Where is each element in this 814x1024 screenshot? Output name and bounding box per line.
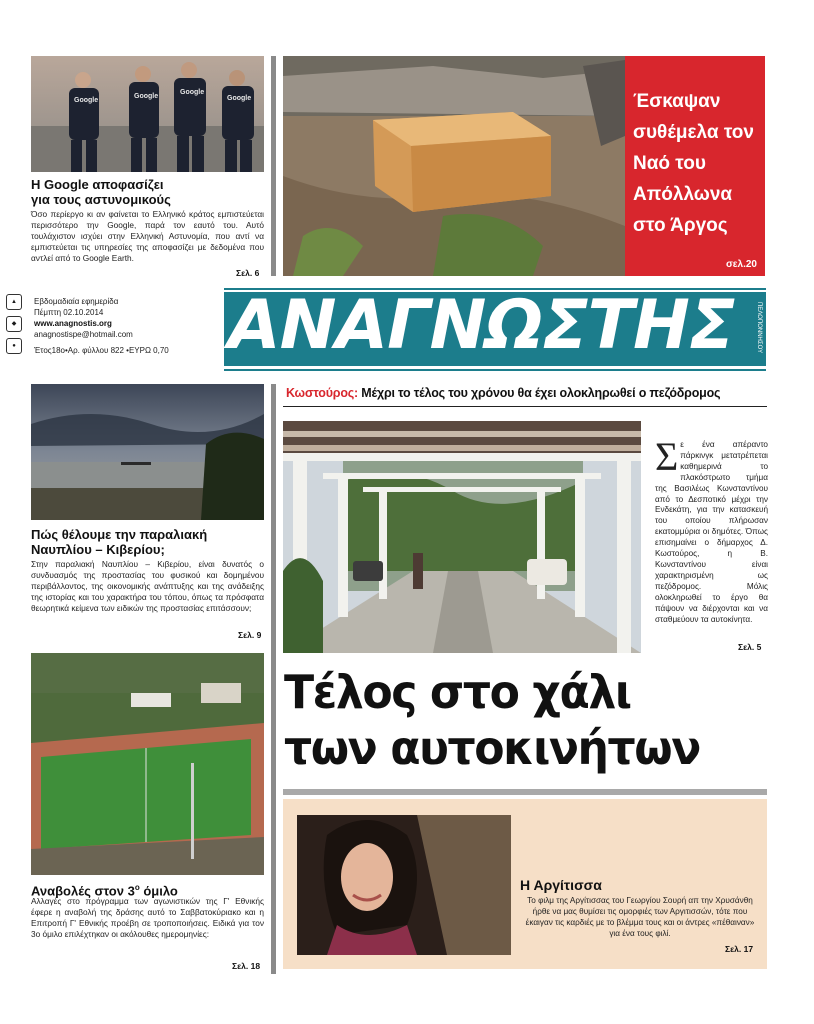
- press-logo-icon: ◆: [6, 316, 22, 332]
- stone-block-photo: [283, 56, 625, 276]
- story-google-body: Όσο περίεργο κι αν φαίνεται το Ελληνικό κράτος εμπιστεύεται περισσότερο την Google, παρά τον εαυτό του. Αυτό τουλάχιστον ισχύει στην Ελληνική Αστυνομία, που αντί να εμπιστεύεται τις υπηρεσίες της αποφασίζει με δεδομένα που αντλεί από το Google Earth.: [31, 209, 264, 263]
- newspaper-name: ΑΝΑΓΝΩΣΤΗΣ: [228, 292, 735, 365]
- kicker-text: Μέχρι το τέλος του χρόνου θα έχει ολοκληρωθεί ο πεζόδρομος: [358, 386, 721, 400]
- title-sup: ο: [134, 883, 140, 892]
- police-vest-label: Google: [180, 89, 205, 96]
- column-divider: [271, 384, 276, 974]
- story-coast-body: Στην παραλιακή Ναυπλίου – Κιβερίου, είναι δυνατός ο συνδυασμός της προστασίας του φυσικού και δομημένου περιβάλλοντος, της οικονομικής ανάπτυξης και της ανάδειξης της ιστορίας και του χαρακτήρα του τόπου, όπως τα πρόσφατα θεωρητικά κείμενα των ειδικών της προστασίας επιτάσσουν;: [31, 559, 264, 613]
- main-story-body: [655, 434, 768, 625]
- main-headline[interactable]: [284, 664, 749, 776]
- page-ref-17[interactable]: Σελ. 17: [725, 944, 754, 954]
- dropcap: Σ: [655, 434, 679, 479]
- masthead-top-rule: [224, 288, 766, 290]
- masthead-info: [34, 296, 224, 356]
- main-story-kicker[interactable]: [286, 386, 720, 400]
- email-link[interactable]: anagnostispe@hotmail.com: [34, 330, 133, 339]
- stadium-photo: [31, 653, 264, 875]
- police-vest-label: Google: [227, 95, 252, 102]
- police-vest-label: Google: [74, 97, 99, 104]
- argitissa-title: Η Αργίτισσα: [520, 877, 602, 893]
- pergola-street-photo: [283, 421, 641, 653]
- title-line: για τους αστυνομικούς: [31, 192, 171, 207]
- page-ref-6[interactable]: Σελ. 6: [236, 268, 260, 278]
- seaside-photo: [31, 384, 264, 520]
- section-divider: [283, 789, 767, 795]
- column-divider: [271, 56, 276, 276]
- website-link[interactable]: www.anagnostis.org: [34, 319, 112, 328]
- argitissa-body: Το φιλμ της Αργίτισσας του Γεωργίου Σουρή απ την Χρυσάνθη ήρθε να μας θυμίσει τις ομορφιές των Αργιτισσών, τότε που έκαιγαν τις καρδιές με το βλέμμα τους και οι άντρες «πέθαιναν» για ένα τους φιλί.: [525, 896, 755, 938]
- woman-portrait-photo: [297, 815, 511, 955]
- masthead-banner[interactable]: [224, 292, 766, 366]
- story-google-title[interactable]: [31, 177, 264, 207]
- issue-date: Πέμπτη 02.10.2014: [34, 308, 104, 317]
- title-line: Πώς θέλουμε την παραλιακή: [31, 527, 208, 542]
- police-photo: [31, 56, 264, 172]
- headline-line: των αυτοκινήτων: [284, 721, 700, 775]
- story-coast-title[interactable]: [31, 527, 264, 557]
- page-ref-20[interactable]: σελ.20: [725, 259, 757, 270]
- page-ref-18[interactable]: Σελ. 18: [232, 961, 261, 971]
- masthead-bottom-rule: [224, 369, 766, 371]
- temple-teaser-title: Έσκαψαν συθέμελα τον Ναό του Απόλλωνα στο Άργος: [633, 91, 754, 236]
- page-ref-5[interactable]: Σελ. 5: [738, 642, 762, 652]
- police-vest-label: Google: [134, 93, 159, 100]
- seal-icon: ●: [6, 338, 22, 354]
- temple-teaser-box[interactable]: [625, 56, 765, 276]
- issue-number: Έτος18ο•Αρ. φύλλου 822 •ΕΥΡΩ 0,70: [34, 346, 169, 355]
- newspaper-tagline: ΠΕΛΟΠΟΝΝΗΣΟΥ: [756, 302, 762, 354]
- masthead-side-icons: [6, 294, 24, 360]
- headline-line: Τέλος στο χάλι: [284, 665, 631, 719]
- title-line: Η Google αποφασίζει: [31, 177, 164, 192]
- main-story-text: ε ένα απέραντο πάρκινγκ μετατρέπεται καθημερινά το πλακόστρωτο τμήμα της Βασιλέως Κωνσταντίνου από το Δεσποτικό μέχρι την Ενδεκάτη, για την κατασκευή του οποίου πλήρωσαν εκατομμύρια οι δημότες. Όπως επισημαίνει ο δήμαρχος Δ. Κωστούρος, η Β. Κωνσταντίνου είναι χαρακτηρισμένη ως πεζόδρομος. Μόλις ολοκληρωθεί το έργο θα πάψουν να διέρχονται και να σταθμεύουν τα αυτοκίνητα.: [655, 440, 768, 624]
- title-line: Ναυπλίου – Κιβερίου;: [31, 542, 165, 557]
- title-base: Αναβολές στον 3: [31, 883, 135, 899]
- newspaper-frequency: Εβδομαδιαία εφημερίδα: [34, 297, 119, 306]
- title-end: όμιλο: [139, 883, 178, 899]
- publisher-logo-icon: ▲: [6, 294, 22, 310]
- story-league-body: Αλλαγές στο πρόγραμμα των αγωνιστικών της Γ' Εθνικής έφερε η αναβολή της δράσης αυτό το Σαββατοκύριακο και η Επιτροπή Γ' Εθνικής προέβη σε τροποποιήσεις. Ειδικά για τον 3ο όμιλο επιλέχτηκαν οι ακόλουθες ημερομηνίες:: [31, 896, 264, 939]
- page-ref-9[interactable]: Σελ. 9: [238, 630, 262, 640]
- kicker-rule: [283, 406, 767, 407]
- kicker-name: Κωστούρος:: [286, 386, 359, 400]
